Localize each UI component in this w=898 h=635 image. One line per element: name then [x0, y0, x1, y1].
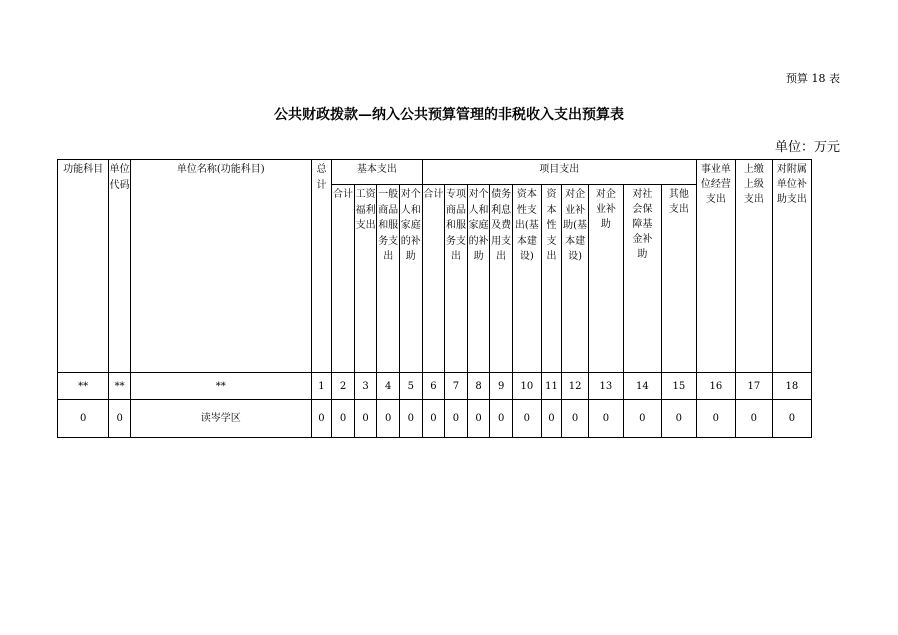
table-cell: 0 [422, 400, 445, 438]
header-project: 项目支出 [422, 160, 696, 185]
table-cell: 13 [588, 373, 623, 400]
header-total: 总计 [311, 160, 332, 373]
table-cell: 读岑学区 [130, 400, 311, 438]
header-basic: 基本支出 [332, 160, 422, 185]
header-unit-name: 单位名称(功能科目) [130, 160, 311, 373]
budget-table [57, 159, 812, 438]
table-cell: 8 [467, 373, 490, 400]
table-cell: 0 [588, 400, 623, 438]
header-affiliate: 对附属单位补助支出 [772, 160, 811, 373]
table-cell: 0 [562, 400, 589, 438]
table-cell: 0 [735, 400, 772, 438]
table-cell: 14 [623, 373, 661, 400]
header-proj-ent: 对企业补助 [588, 185, 623, 373]
header-proj-capital-build: 资本性支出(基本建设) [512, 185, 541, 373]
header-proj-subsidy: 对个人和家庭的补助 [467, 185, 490, 373]
header-basic-goods: 一般商品和服务支出 [377, 185, 400, 373]
header-unit-code: 单位代码 [109, 160, 131, 373]
table-cell: 1 [311, 373, 332, 400]
table-cell: 3 [354, 373, 377, 400]
header-basic-sum: 合计 [332, 185, 355, 373]
table-cell: 17 [735, 373, 772, 400]
table-cell: 5 [399, 373, 422, 400]
table-number: 预算 18 表 [786, 72, 840, 85]
table-cell: 6 [422, 373, 445, 400]
table-cell: 0 [772, 400, 811, 438]
table-cell: 0 [354, 400, 377, 438]
table-cell: 16 [696, 373, 735, 400]
table-cell: ** [58, 373, 109, 400]
table-cell: ** [130, 373, 311, 400]
table-cell: 0 [399, 400, 422, 438]
numbering-row [58, 373, 812, 400]
page-title: 公共财政拨款—纳入公共预算管理的非税收入支出预算表 [274, 107, 624, 123]
table-cell: 0 [332, 400, 355, 438]
header-proj-debt: 债务利息及费用支出 [490, 185, 513, 373]
table-cell: 0 [541, 400, 562, 438]
header-basic-subsidy: 对个人和家庭的补助 [399, 185, 422, 373]
table-cell: 0 [311, 400, 332, 438]
table-cell: 7 [445, 373, 468, 400]
table-cell: 0 [490, 400, 513, 438]
table-cell: 11 [541, 373, 562, 400]
table-cell: 0 [623, 400, 661, 438]
table-cell: 9 [490, 373, 513, 400]
table-row [58, 400, 812, 438]
header-proj-goods: 专项商品和服务支出 [445, 185, 468, 373]
table-cell: 2 [332, 373, 355, 400]
table-cell: 18 [772, 373, 811, 400]
table-cell: ** [109, 373, 131, 400]
table-cell: 0 [58, 400, 109, 438]
header-proj-ent-build: 对企业补助(基本建设) [562, 185, 589, 373]
table-cell: 0 [512, 400, 541, 438]
header-proj-sum: 合计 [422, 185, 445, 373]
table-cell: 0 [696, 400, 735, 438]
table-cell: 0 [377, 400, 400, 438]
unit-label: 单位：万元 [774, 140, 840, 155]
table-cell: 0 [661, 400, 696, 438]
table-cell: 4 [377, 373, 400, 400]
table-cell: 12 [562, 373, 589, 400]
table-cell: 0 [467, 400, 490, 438]
table-cell: 10 [512, 373, 541, 400]
header-basic-wage: 工资福利支出 [354, 185, 377, 373]
header-proj-social: 对社会保障基金补助 [623, 185, 661, 373]
table-cell: 0 [445, 400, 468, 438]
header-upper: 上缴上级支出 [735, 160, 772, 373]
header-business: 事业单位经营支出 [696, 160, 735, 373]
header-proj-other: 其他支出 [661, 185, 696, 373]
header-proj-capital: 资本性支出 [541, 185, 562, 373]
header-row-1 [58, 160, 812, 185]
table-cell: 15 [661, 373, 696, 400]
table-cell: 0 [109, 400, 131, 438]
header-func-code: 功能科目 [58, 160, 109, 373]
